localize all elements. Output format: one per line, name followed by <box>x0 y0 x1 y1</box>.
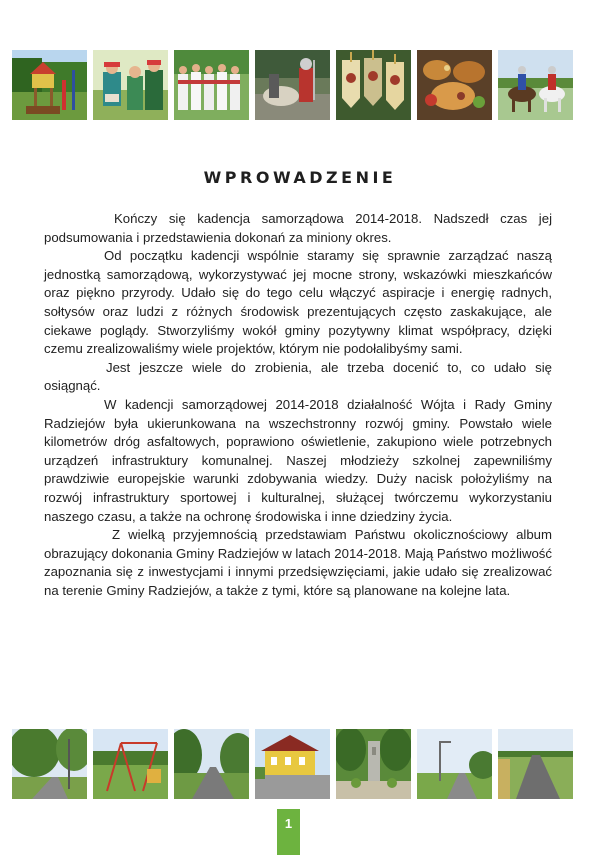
photo-country-road <box>498 729 573 799</box>
photo-folk-dancers <box>93 50 168 120</box>
photo-banners <box>336 50 411 120</box>
page-title: WPROWADZENIE <box>203 167 397 187</box>
photo-playground <box>12 50 87 120</box>
photo-folk-group <box>174 50 249 120</box>
photo-street-light <box>417 729 492 799</box>
paragraph: W kadencji samorządowej 2014-2018 działalność Wójta i Rady Gminy Radziejów była ukierunkowana na wszechstronny rozwój gminy. Powstało wiele kilometrów dróg asfaltowych, poprawiono oświetlenie, zakupiono wiele potrzebnych urządzeń infrastruktury komunalnej. Naszej młodzieży szkolnej zapewniliśmy prawdziwie europejskie warunki zdobywania wiedzy. Duży nacisk położyliśmy na rozwój infrastruktury sportowej i kulturalnej, służącej twórczemu wykorzystaniu naszego czasu, a także na ochronę środowiska i inne dziedziny życia. <box>44 396 552 524</box>
photo-yellow-building <box>255 729 330 799</box>
photo-tree-road <box>12 729 87 799</box>
photo-harvest-bread <box>417 50 492 120</box>
photo-monument <box>336 729 411 799</box>
page-number: 1 <box>277 809 300 855</box>
paragraph: Kończy się kadencja samorządowa 2014-2018. Nadszedł czas jej podsumowania i przedstawienia dokonań za miniony okres. <box>44 211 552 245</box>
paragraph: Z wielką przyjemnością przedstawiam Państwu okolicznościowy album obrazujący dokonania Gminy Radziejów w latach 2014-2018. Mają Państwo możliwość zapoznania się z inwestycjami i innymi przedsięwzięciami, jakie udało się zrealizować na terenie Gminy Radziejów, a także z tymi, które są planowane na kolejne lata. <box>44 527 552 598</box>
introduction-text <box>44 210 552 600</box>
paragraph: Jest jeszcze wiele do zrobienia, ale trzeba docenić to, co udało się osiągnąć. <box>44 359 552 394</box>
top-photo-strip <box>12 50 573 120</box>
photo-horse-riders <box>498 50 573 120</box>
paragraph: Od początku kadencji wspólnie staramy się sprawnie zarządzać naszą jednostką samorządową, wykorzystywać jej mocne strony, wskazówki mieszkańców oraz piękno przyrody. Udało się do tego celu włączyć aspiracje i energię radnych, sołtysów oraz ludzi z różnych środowisk prezentujących często zaskakujące, ale ciekawe poglądy. Stworzyliśmy wokół gminy pozytywny klimat współpracy, dzięki czemu zrealizowaliśmy wiele projektów, którym nie podołalibyśmy sami. <box>44 248 552 357</box>
photo-asphalt-road <box>174 729 249 799</box>
photo-playground-swing <box>93 729 168 799</box>
bottom-photo-strip <box>12 729 573 799</box>
photo-knights-fight <box>255 50 330 120</box>
